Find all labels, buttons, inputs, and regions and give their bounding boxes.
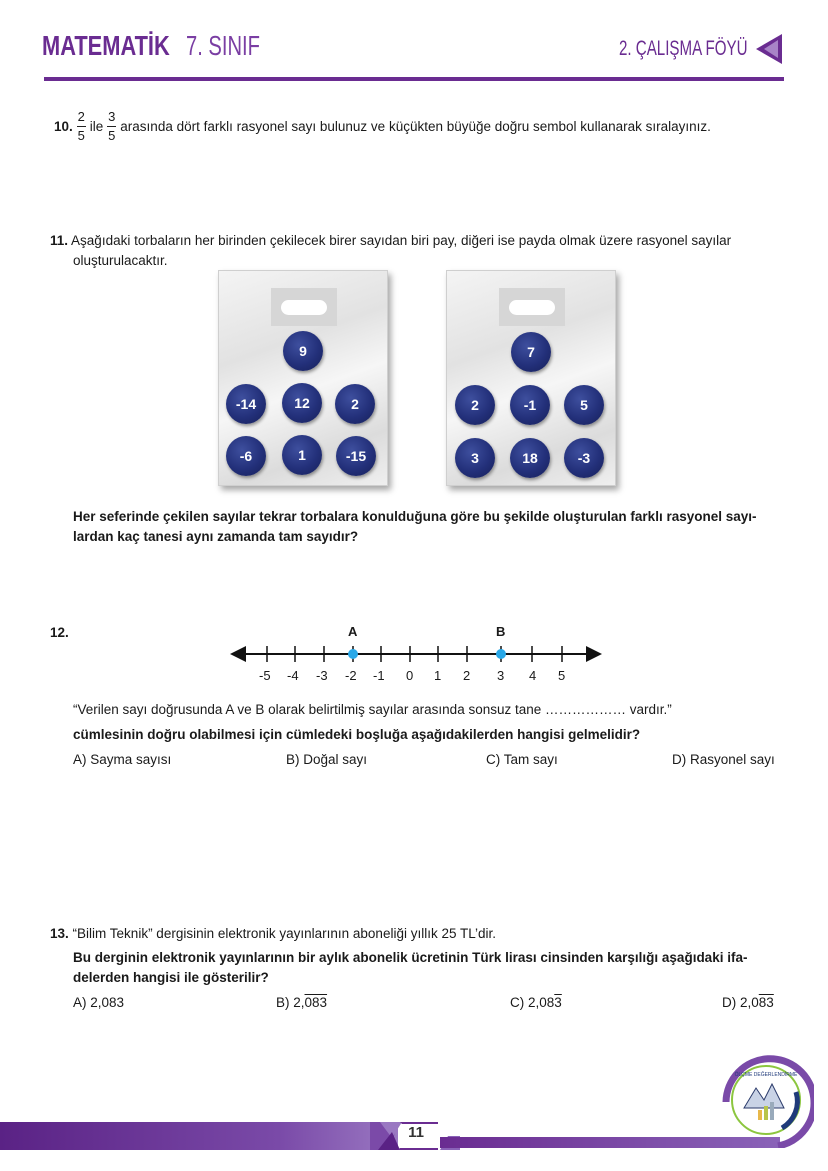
question-13-line-1: Bu derginin elektronik yayınlarının bir aylık abonelik ücretinin Türk lirası cinsinden karşılığı aşağıdaki ifa- xyxy=(73,950,748,965)
footer-bar xyxy=(0,1122,398,1150)
option-text: D) 2,0 xyxy=(722,995,759,1010)
header-sheet xyxy=(569,34,782,64)
question-number: 13. xyxy=(50,926,69,941)
question-11-line-1: Her seferinde çekilen sayılar tekrar torbalara konulduğuna göre bu şekilde oluşturulan farklı rasyonel sayı- xyxy=(73,509,757,524)
tick-label: 0 xyxy=(406,668,414,683)
q12-option-d[interactable]: D) Rasyonel sayı xyxy=(672,752,775,767)
svg-text:ÖLÇME DEĞERLENDİRME: ÖLÇME DEĞERLENDİRME xyxy=(734,1072,798,1078)
tick-label: 2 xyxy=(463,668,471,683)
tick-label: 1 xyxy=(434,668,442,683)
intro-text: “Bilim Teknik” dergisinin elektronik yayınlarının aboneliği yıllık 25 TL’dir. xyxy=(72,926,496,941)
ball: -14 xyxy=(226,384,266,424)
point-label-b: B xyxy=(496,624,506,639)
ball: -3 xyxy=(564,438,604,478)
subject-title: MATEMATİK xyxy=(42,30,170,61)
bag-handle xyxy=(271,288,337,326)
ball: 3 xyxy=(455,438,495,478)
point-label-a: A xyxy=(348,624,358,639)
question-10 xyxy=(54,110,711,143)
fraction-bar xyxy=(107,126,116,127)
bag-handle xyxy=(499,288,565,326)
tick-label: -3 xyxy=(316,668,328,683)
ball: 5 xyxy=(564,385,604,425)
denominator: 5 xyxy=(108,128,116,143)
ball: 9 xyxy=(283,331,323,371)
ball: 2 xyxy=(335,384,375,424)
option-text: A) 2,083 xyxy=(73,995,125,1010)
fraction-bar xyxy=(77,126,86,127)
intro-line-1: Aşağıdaki torbaların her birinden çekilecek birer sayıdan biri pay, diğeri ise payda olmak üzere rasyonel sayılar xyxy=(71,233,732,248)
question-number: 10. xyxy=(54,118,73,134)
bag-left xyxy=(218,270,388,486)
tick-label: 5 xyxy=(558,668,566,683)
handle-hole xyxy=(281,300,327,315)
organization-logo-icon xyxy=(718,1052,814,1148)
triangle-arrow-icon xyxy=(756,34,782,64)
question-13-intro xyxy=(50,924,496,944)
number-line-graphic xyxy=(226,620,606,690)
q12-option-c[interactable]: C) Tam sayı xyxy=(486,752,558,767)
denominator: 5 xyxy=(77,128,85,143)
fraction-three-fifths xyxy=(107,110,116,143)
repeating-digits: 83 xyxy=(758,995,774,1010)
q13-option-c[interactable] xyxy=(510,995,562,1010)
ball: 18 xyxy=(510,438,550,478)
tick-label: -4 xyxy=(287,668,299,683)
tick-label: -2 xyxy=(345,668,357,683)
page-number: 11 xyxy=(408,1124,424,1141)
ball: 7 xyxy=(511,332,551,372)
q13-option-b[interactable] xyxy=(276,995,327,1010)
bag-right xyxy=(446,270,616,486)
q12-option-a[interactable]: A) Sayma sayısı xyxy=(73,752,172,767)
question-text: arasında dört farklı rasyonel sayı bulunuz ve küçükten büyüğe doğru sembol kullanarak sıralayınız. xyxy=(120,118,711,134)
tick-label: 3 xyxy=(497,668,505,683)
ball: 1 xyxy=(282,435,322,475)
question-number: 11. xyxy=(50,233,69,248)
question-11-intro xyxy=(50,231,780,251)
question-11-line-2: lardan kaç tanesi aynı zamanda tam sayıdır? xyxy=(73,529,359,544)
ball: -6 xyxy=(226,436,266,476)
connector-text: ile xyxy=(89,118,104,134)
grade-title: 7. SINIF xyxy=(186,30,260,61)
question-12-number: 12. xyxy=(50,625,69,640)
option-text: C) 2,08 xyxy=(510,995,555,1010)
sheet-title: 2. ÇALIŞMA FÖYÜ xyxy=(619,37,748,60)
tick-label: -1 xyxy=(373,668,385,683)
fraction-two-fifths xyxy=(77,110,86,143)
number-line xyxy=(226,620,606,690)
numerator: 2 xyxy=(77,109,85,124)
q12-option-b[interactable]: B) Doğal sayı xyxy=(286,752,368,767)
q13-option-d[interactable] xyxy=(722,995,774,1010)
question-12-quote: “Verilen sayı doğrusunda A ve B olarak belirtilmiş sayılar arasında sonsuz tane ……………… vardır.” xyxy=(73,702,672,717)
numerator: 3 xyxy=(108,109,116,124)
header-title xyxy=(42,30,260,62)
header-divider xyxy=(44,77,784,81)
ball: -15 xyxy=(336,436,376,476)
tick-label: -5 xyxy=(259,668,271,683)
repeating-digits: 3 xyxy=(554,995,562,1010)
question-12-text: cümlesinin doğru olabilmesi için cümledeki boşluğa aşağıdakilerden hangisi gelmelidir? xyxy=(73,727,641,742)
handle-hole xyxy=(509,300,555,315)
option-text: B) 2, xyxy=(276,995,305,1010)
ball: -1 xyxy=(510,385,550,425)
ball: 2 xyxy=(455,385,495,425)
repeating-digits: 083 xyxy=(304,995,328,1010)
ball: 12 xyxy=(282,383,322,423)
question-11-intro-2: oluşturulacaktır. xyxy=(73,253,168,268)
q13-option-a[interactable] xyxy=(73,995,124,1010)
tick-label: 4 xyxy=(529,668,537,683)
question-13-line-2: delerden hangisi ile gösterilir? xyxy=(73,970,269,985)
